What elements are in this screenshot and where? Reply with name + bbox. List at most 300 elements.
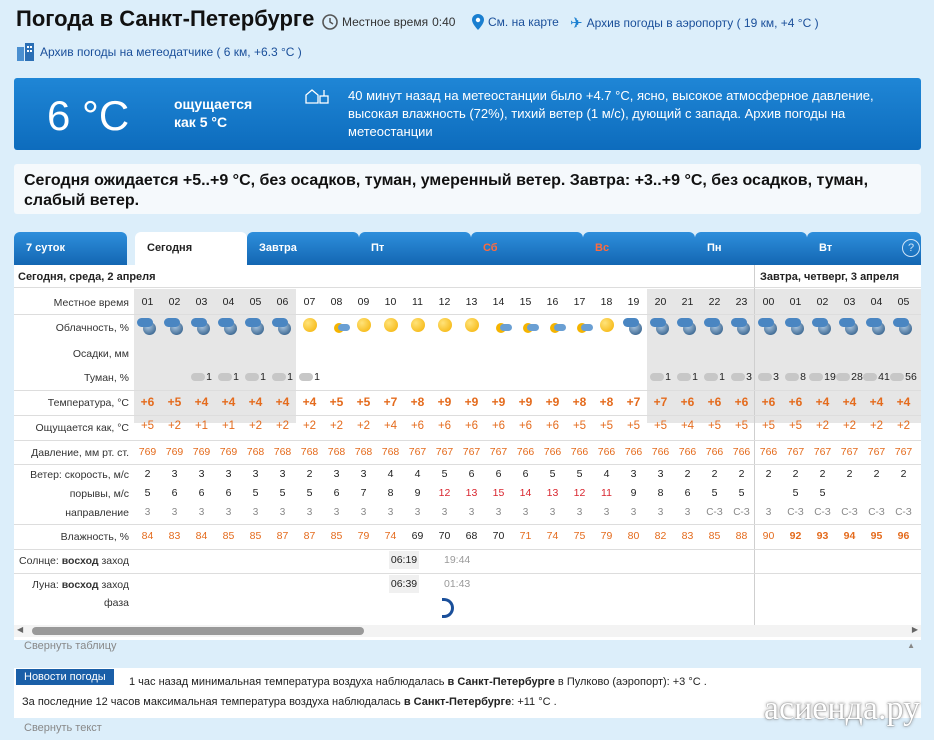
news1-b: в Санкт-Петербурге bbox=[447, 676, 555, 688]
pressure-value: 768 bbox=[273, 446, 292, 458]
wind-value: 4 bbox=[603, 468, 610, 480]
feels-value: +2 bbox=[896, 420, 911, 432]
pressure-value: 767 bbox=[867, 446, 886, 458]
temp-value: +4 bbox=[194, 395, 209, 409]
hour-column bbox=[296, 265, 323, 565]
humidity-value: 70 bbox=[438, 530, 451, 542]
label-fog: Туман, % bbox=[84, 372, 129, 384]
direction-value: 3 bbox=[630, 507, 637, 518]
hour-column bbox=[863, 265, 890, 565]
direction-value: 3 bbox=[441, 507, 448, 518]
sun-cloud-icon bbox=[323, 318, 350, 336]
direction-value: 3 bbox=[252, 507, 259, 518]
feels-value: +6 bbox=[518, 420, 533, 432]
temp-value: +4 bbox=[896, 395, 911, 409]
moon-set-label: заход bbox=[101, 579, 129, 591]
gust-value: 7 bbox=[360, 487, 367, 499]
current-weather-panel bbox=[14, 78, 921, 150]
wind-value: 2 bbox=[144, 468, 151, 480]
feels-value: +2 bbox=[815, 420, 830, 432]
pressure-value: 766 bbox=[705, 446, 724, 458]
pressure-value: 767 bbox=[813, 446, 832, 458]
gust-value: 14 bbox=[519, 487, 532, 499]
wind-value: 3 bbox=[198, 468, 205, 480]
direction-value: С-З bbox=[868, 507, 885, 518]
feels-value: +2 bbox=[869, 420, 884, 432]
gust-value: 5 bbox=[306, 487, 313, 499]
cloud-night-icon bbox=[863, 318, 890, 336]
direction-value: 3 bbox=[684, 507, 691, 518]
gust-value: 12 bbox=[573, 487, 586, 499]
fog-cell bbox=[215, 371, 242, 383]
hour-column bbox=[188, 265, 215, 565]
fog-cell bbox=[755, 371, 782, 383]
cloud-night-icon bbox=[674, 318, 701, 336]
watermark: асиенда.ру bbox=[763, 690, 920, 727]
feels-value: +5 bbox=[572, 420, 587, 432]
moon-rise-time: 06:39 bbox=[389, 575, 419, 593]
cloud-night-icon bbox=[215, 318, 242, 336]
gust-value: 15 bbox=[492, 487, 505, 499]
scroll-right-icon[interactable]: ▶ bbox=[911, 625, 918, 634]
direction-value: 3 bbox=[171, 507, 178, 518]
temp-value: +4 bbox=[275, 395, 290, 409]
fog-value: 8 bbox=[800, 371, 806, 383]
temp-value: +4 bbox=[248, 395, 263, 409]
feels-value: +5 bbox=[707, 420, 722, 432]
direction-value: С-З bbox=[733, 507, 750, 518]
humidity-value: 75 bbox=[573, 530, 586, 542]
feels-like-line2: как 5 °С bbox=[174, 114, 228, 130]
cloud-night-icon bbox=[188, 318, 215, 336]
station-icon bbox=[304, 88, 330, 104]
fog-value: 1 bbox=[665, 371, 671, 383]
hour-column bbox=[809, 265, 836, 565]
fog-value: 1 bbox=[314, 371, 320, 383]
moon-phase-icon bbox=[438, 598, 458, 618]
gust-value: 11 bbox=[601, 487, 612, 499]
feels-value: +5 bbox=[140, 420, 155, 432]
gust-value: 9 bbox=[414, 487, 421, 499]
humidity-value: 87 bbox=[276, 530, 289, 542]
hour-label: 14 bbox=[492, 296, 505, 308]
temp-value: +7 bbox=[653, 395, 668, 409]
pressure-value: 766 bbox=[570, 446, 589, 458]
moon-prefix: Луна: bbox=[31, 579, 59, 591]
hour-column bbox=[485, 265, 512, 565]
hour-label: 06 bbox=[276, 296, 289, 308]
direction-value: 3 bbox=[657, 507, 664, 518]
hour-label: 19 bbox=[627, 296, 640, 308]
temp-value: +8 bbox=[410, 395, 425, 409]
pressure-value: 768 bbox=[246, 446, 265, 458]
feels-value: +6 bbox=[437, 420, 452, 432]
sun-cloud-icon bbox=[566, 318, 593, 336]
collapse-table-button[interactable] bbox=[14, 639, 921, 655]
cloud-night-icon bbox=[242, 318, 269, 336]
pressure-value: 769 bbox=[192, 446, 211, 458]
sun-prefix: Солнце: bbox=[19, 555, 59, 567]
clock-icon bbox=[322, 14, 338, 30]
label-wind: Ветер: скорость, м/с bbox=[30, 469, 129, 481]
news-line-1 bbox=[129, 676, 707, 688]
sun-set-time: 19:44 bbox=[444, 554, 471, 566]
gust-value: 6 bbox=[198, 487, 205, 499]
feels-value: +2 bbox=[248, 420, 263, 432]
gust-value: 8 bbox=[387, 487, 394, 499]
humidity-value: 68 bbox=[465, 530, 478, 542]
sun-set-label: заход bbox=[101, 555, 129, 567]
temp-value: +9 bbox=[491, 395, 506, 409]
gust-value: 5 bbox=[819, 487, 826, 499]
direction-value: 3 bbox=[198, 507, 205, 518]
help-icon[interactable]: ? bbox=[902, 239, 920, 257]
sun-icon bbox=[458, 318, 485, 332]
pressure-value: 768 bbox=[327, 446, 346, 458]
moon-rise-label: восход bbox=[61, 579, 99, 591]
hour-label: 04 bbox=[870, 296, 883, 308]
feels-value: +6 bbox=[545, 420, 560, 432]
fog-value: 1 bbox=[287, 371, 293, 383]
row-divider bbox=[14, 573, 921, 574]
fog-icon bbox=[191, 373, 205, 381]
temp-value: +4 bbox=[815, 395, 830, 409]
news2-b: в Санкт-Петербурге bbox=[403, 696, 512, 708]
fog-value: 3 bbox=[746, 371, 752, 383]
hour-label: 15 bbox=[519, 296, 532, 308]
fog-icon bbox=[863, 373, 877, 381]
label-humidity: Влажность, % bbox=[60, 531, 129, 543]
gust-value: 6 bbox=[333, 487, 340, 499]
fog-value: 1 bbox=[233, 371, 239, 383]
feels-value: +1 bbox=[221, 420, 236, 432]
pressure-value: 767 bbox=[435, 446, 454, 458]
hour-label: 07 bbox=[303, 296, 316, 308]
temp-value: +7 bbox=[383, 395, 398, 409]
cloud-night-icon bbox=[836, 318, 863, 336]
sun-rise-time: 06:19 bbox=[389, 551, 419, 569]
fog-cell bbox=[836, 371, 863, 383]
humidity-value: 79 bbox=[600, 530, 613, 542]
sun-icon bbox=[350, 318, 377, 332]
hour-column bbox=[539, 265, 566, 565]
humidity-value: 82 bbox=[654, 530, 667, 542]
fog-cell bbox=[890, 371, 917, 383]
sun-cloud-icon bbox=[539, 318, 566, 336]
forecast-summary: Сегодня ожидается +5..+9 °С, без осадков, туман, умеренный ветер. Завтра: +3..+9 °С, без осадков, туман, слабый ветер. bbox=[14, 164, 921, 214]
temp-value: +9 bbox=[518, 395, 533, 409]
feels-value: +1 bbox=[194, 420, 209, 432]
sun-icon bbox=[404, 318, 431, 332]
news-line-2 bbox=[22, 696, 557, 708]
fog-cell bbox=[809, 371, 836, 383]
tab-tomorrow[interactable]: Завтра bbox=[247, 232, 359, 265]
sun-icon bbox=[431, 318, 458, 332]
pressure-value: 769 bbox=[219, 446, 238, 458]
pressure-value: 766 bbox=[543, 446, 562, 458]
humidity-value: 74 bbox=[384, 530, 397, 542]
gust-value: 9 bbox=[630, 487, 637, 499]
current-temperature: 6 °С bbox=[47, 92, 130, 139]
cloud-night-icon bbox=[890, 318, 917, 336]
gust-value: 5 bbox=[279, 487, 286, 499]
temp-value: +9 bbox=[545, 395, 560, 409]
direction-value: 3 bbox=[576, 507, 583, 518]
fog-cell bbox=[728, 371, 755, 383]
humidity-value: 88 bbox=[735, 530, 748, 542]
news-label: Новости погоды bbox=[16, 669, 114, 685]
wind-value: 5 bbox=[576, 468, 583, 480]
hour-label: 17 bbox=[573, 296, 586, 308]
humidity-value: 71 bbox=[519, 530, 532, 542]
hour-column bbox=[323, 265, 350, 565]
fog-cell bbox=[863, 371, 890, 383]
humidity-value: 80 bbox=[627, 530, 640, 542]
wind-value: 2 bbox=[765, 468, 772, 480]
hour-label: 05 bbox=[897, 296, 910, 308]
temp-value: +6 bbox=[140, 395, 155, 409]
hour-column bbox=[269, 265, 296, 565]
hour-label: 22 bbox=[708, 296, 721, 308]
direction-value: 3 bbox=[333, 507, 340, 518]
label-moon bbox=[14, 579, 129, 591]
humidity-value: 90 bbox=[762, 530, 775, 542]
tab-today[interactable]: Сегодня bbox=[135, 232, 247, 265]
feels-value: +4 bbox=[383, 420, 398, 432]
map-link[interactable] bbox=[472, 14, 559, 30]
direction-value: 3 bbox=[549, 507, 556, 518]
hour-label: 03 bbox=[843, 296, 856, 308]
cloud-night-icon bbox=[134, 318, 161, 336]
hour-column bbox=[242, 265, 269, 565]
fog-icon bbox=[677, 373, 691, 381]
wind-value: 2 bbox=[684, 468, 691, 480]
direction-value: 3 bbox=[414, 507, 421, 518]
fog-value: 3 bbox=[773, 371, 779, 383]
wind-value: 2 bbox=[873, 468, 880, 480]
label-direction: направление bbox=[65, 507, 129, 519]
collapse-arrow-icon: ▲ bbox=[907, 641, 915, 650]
fog-icon bbox=[704, 373, 718, 381]
tab-tue[interactable]: Вт bbox=[807, 232, 921, 265]
sun-cloud-icon bbox=[485, 318, 512, 336]
label-pressure: Давление, мм рт. ст. bbox=[31, 447, 129, 459]
direction-value: 3 bbox=[468, 507, 475, 518]
wind-value: 2 bbox=[900, 468, 907, 480]
wind-value: 2 bbox=[711, 468, 718, 480]
tab-sat[interactable]: Сб bbox=[471, 232, 583, 265]
temp-value: +4 bbox=[221, 395, 236, 409]
airport-link[interactable] bbox=[570, 14, 819, 32]
hour-label: 01 bbox=[789, 296, 802, 308]
temp-value: +9 bbox=[437, 395, 452, 409]
gust-value: 6 bbox=[225, 487, 232, 499]
temp-value: +6 bbox=[734, 395, 749, 409]
humidity-value: 83 bbox=[168, 530, 181, 542]
label-precip: Осадки, мм bbox=[72, 348, 129, 360]
pressure-value: 769 bbox=[165, 446, 184, 458]
pressure-value: 766 bbox=[624, 446, 643, 458]
cloud-night-icon bbox=[701, 318, 728, 336]
news1-a: 1 час назад минимальная температура воздуха наблюдалась bbox=[129, 676, 448, 688]
humidity-value: 87 bbox=[303, 530, 316, 542]
hour-label: 10 bbox=[384, 296, 397, 308]
wind-value: 2 bbox=[819, 468, 826, 480]
humidity-value: 85 bbox=[330, 530, 343, 542]
local-time bbox=[322, 14, 455, 30]
cloud-night-icon bbox=[161, 318, 188, 336]
temp-value: +6 bbox=[707, 395, 722, 409]
wind-value: 2 bbox=[846, 468, 853, 480]
sensor-link[interactable] bbox=[16, 42, 302, 62]
sun-icon bbox=[296, 318, 323, 332]
sun-rise-label: восход bbox=[61, 555, 99, 567]
humidity-value: 84 bbox=[195, 530, 208, 542]
temp-value: +8 bbox=[572, 395, 587, 409]
fog-icon bbox=[785, 373, 799, 381]
feels-value: +6 bbox=[410, 420, 425, 432]
moon-set-time: 01:43 bbox=[444, 578, 471, 590]
wind-value: 3 bbox=[360, 468, 367, 480]
forecast-table bbox=[14, 265, 921, 640]
humidity-value: 84 bbox=[141, 530, 154, 542]
gust-value: 5 bbox=[711, 487, 718, 499]
sun-icon bbox=[593, 318, 620, 332]
current-description: 40 минут назад на метеостанции было +4.7 °С, ясно, высокое атмосферное давление, высокая влажность (72%), тихий ветер (1 м/с), дующий с запада. Архив погоды на метеостанции bbox=[348, 88, 874, 139]
direction-value: С-З bbox=[814, 507, 831, 518]
fog-value: 1 bbox=[692, 371, 698, 383]
humidity-value: 79 bbox=[357, 530, 370, 542]
hour-label: 21 bbox=[681, 296, 694, 308]
building-icon bbox=[16, 42, 36, 62]
gust-value: 13 bbox=[465, 487, 478, 499]
feels-value: +2 bbox=[356, 420, 371, 432]
pressure-value: 766 bbox=[597, 446, 616, 458]
pressure-value: 767 bbox=[894, 446, 913, 458]
tab-7-days[interactable]: 7 суток bbox=[14, 232, 127, 265]
feels-value: +2 bbox=[329, 420, 344, 432]
label-time: Местное время bbox=[53, 297, 129, 309]
fog-icon bbox=[299, 373, 313, 381]
pressure-value: 767 bbox=[489, 446, 508, 458]
direction-value: 3 bbox=[603, 507, 610, 518]
gust-value: 6 bbox=[171, 487, 178, 499]
fog-value: 28 bbox=[851, 371, 863, 383]
hour-column bbox=[134, 265, 161, 565]
humidity-value: 85 bbox=[222, 530, 235, 542]
hour-column bbox=[161, 265, 188, 565]
feels-value: +5 bbox=[599, 420, 614, 432]
hour-column bbox=[404, 265, 431, 565]
map-link-label[interactable]: См. на карте bbox=[488, 15, 559, 29]
map-pin-icon bbox=[472, 14, 484, 30]
feels-value: +2 bbox=[842, 420, 857, 432]
cloud-night-icon bbox=[809, 318, 836, 336]
scrollbar-thumb[interactable] bbox=[32, 627, 364, 635]
hour-column bbox=[512, 265, 539, 565]
wind-value: 3 bbox=[333, 468, 340, 480]
direction-value: 3 bbox=[306, 507, 313, 518]
pressure-value: 766 bbox=[732, 446, 751, 458]
hour-label: 23 bbox=[735, 296, 748, 308]
hour-label: 18 bbox=[600, 296, 613, 308]
direction-value: С-З bbox=[787, 507, 804, 518]
cloud-night-icon bbox=[620, 318, 647, 336]
humidity-value: 69 bbox=[411, 530, 424, 542]
humidity-value: 95 bbox=[870, 530, 883, 542]
tab-mon[interactable]: Пн bbox=[695, 232, 807, 265]
fog-cell bbox=[269, 371, 296, 383]
humidity-value: 93 bbox=[816, 530, 829, 542]
hour-label: 05 bbox=[249, 296, 262, 308]
tab-fri[interactable]: Пт bbox=[359, 232, 471, 265]
pressure-value: 768 bbox=[354, 446, 373, 458]
feels-value: +5 bbox=[653, 420, 668, 432]
direction-value: 3 bbox=[360, 507, 367, 518]
feels-value: +6 bbox=[491, 420, 506, 432]
temp-value: +6 bbox=[788, 395, 803, 409]
sensor-link-label[interactable]: Архив погоды на метеодатчике ( 6 км, +6.3 °С ) bbox=[40, 45, 302, 59]
fog-icon bbox=[731, 373, 745, 381]
label-temp: Температура, °С bbox=[47, 397, 129, 409]
scroll-left-icon[interactable]: ◀ bbox=[17, 625, 24, 634]
fog-cell bbox=[674, 371, 701, 383]
pressure-value: 766 bbox=[678, 446, 697, 458]
tab-sun[interactable]: Вс bbox=[583, 232, 695, 265]
feels-value: +2 bbox=[167, 420, 182, 432]
wind-value: 2 bbox=[792, 468, 799, 480]
feels-value: +5 bbox=[788, 420, 803, 432]
direction-value: 3 bbox=[279, 507, 286, 518]
collapse-table-label[interactable]: Свернуть таблицу bbox=[24, 640, 117, 652]
pressure-value: 767 bbox=[786, 446, 805, 458]
collapse-text-label[interactable]: Свернуть текст bbox=[24, 722, 102, 734]
wind-value: 2 bbox=[738, 468, 745, 480]
fog-cell bbox=[782, 371, 809, 383]
hour-column bbox=[674, 265, 701, 565]
fog-cell bbox=[188, 371, 215, 383]
fog-icon bbox=[809, 373, 823, 381]
wind-value: 4 bbox=[414, 468, 421, 480]
wind-value: 4 bbox=[387, 468, 394, 480]
wind-value: 5 bbox=[549, 468, 556, 480]
hour-column bbox=[701, 265, 728, 565]
hour-label: 08 bbox=[330, 296, 343, 308]
direction-value: 3 bbox=[522, 507, 529, 518]
hour-label: 02 bbox=[168, 296, 181, 308]
fog-icon bbox=[836, 373, 850, 381]
temp-value: +4 bbox=[869, 395, 884, 409]
wind-value: 3 bbox=[279, 468, 286, 480]
airport-link-label[interactable]: Архив погоды в аэропорту ( 19 км, +4 °С ) bbox=[586, 16, 819, 30]
cloud-night-icon bbox=[782, 318, 809, 336]
fog-icon bbox=[650, 373, 664, 381]
wind-value: 3 bbox=[252, 468, 259, 480]
fog-icon bbox=[758, 373, 772, 381]
direction-value: 3 bbox=[765, 507, 772, 518]
fog-icon bbox=[245, 373, 259, 381]
pressure-value: 767 bbox=[408, 446, 427, 458]
hour-label: 03 bbox=[195, 296, 208, 308]
feels-value: +5 bbox=[761, 420, 776, 432]
wind-value: 6 bbox=[522, 468, 529, 480]
feels-like bbox=[174, 95, 252, 131]
news2-a: За последние 12 часов максимальная температура воздуха наблюдалась bbox=[22, 696, 404, 708]
hour-label: 00 bbox=[762, 296, 775, 308]
feels-value: +5 bbox=[626, 420, 641, 432]
temp-value: +6 bbox=[680, 395, 695, 409]
wind-value: 6 bbox=[495, 468, 502, 480]
